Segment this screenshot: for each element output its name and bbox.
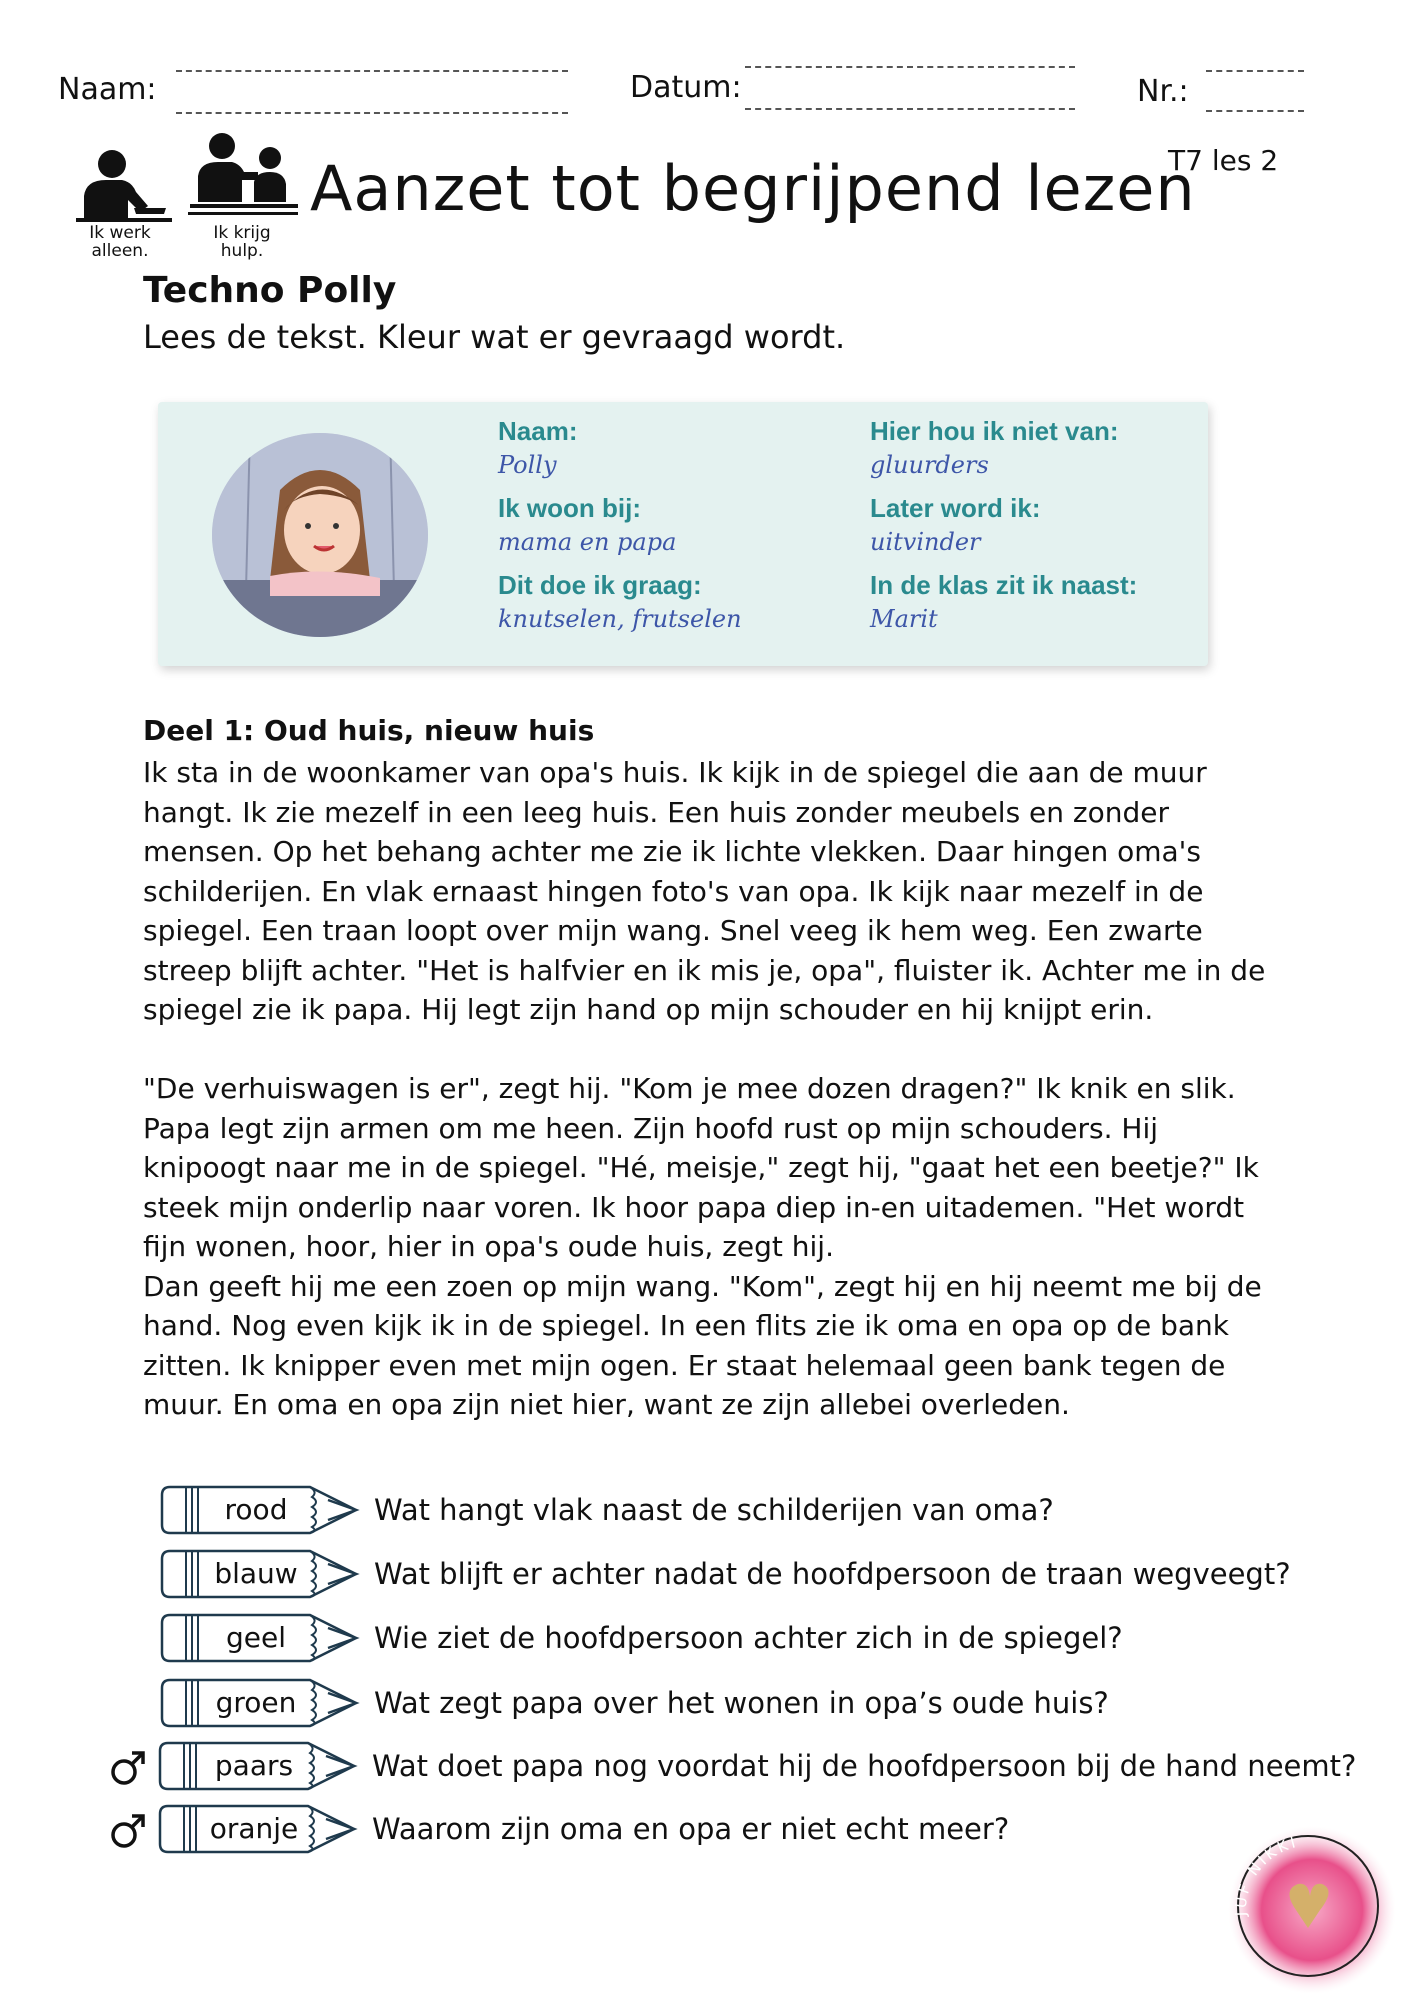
pencil-color-label: groen <box>215 1686 297 1719</box>
question-row <box>0 1612 1414 1664</box>
profile-card <box>158 402 1208 666</box>
profile-label-lives: Ik woon bij: <box>498 493 641 523</box>
pencil-color-label: oranje <box>209 1812 299 1845</box>
male-symbol-icon <box>108 1811 148 1851</box>
name-label: Naam: <box>58 72 157 107</box>
pencil-geel[interactable] <box>160 1612 360 1664</box>
level-alone-label: Ik werk alleen. <box>89 223 151 261</box>
profile-value-dislike: gluurders <box>870 451 989 479</box>
story-title: Techno Polly <box>143 270 397 311</box>
level-help-label: Ik krijg hulp. <box>213 223 271 261</box>
pencil-color-label: geel <box>225 1621 286 1654</box>
question-text: Waarom zijn oma en opa er niet echt meer? <box>372 1812 1010 1846</box>
number-line[interactable] <box>1206 110 1304 112</box>
instruction: Lees de tekst. Kleur wat er gevraagd wordt. <box>143 318 846 356</box>
question-row <box>0 1677 1414 1729</box>
question-text: Wat blijft er achter nadat de hoofdpersoon de traan wegveegt? <box>374 1557 1291 1591</box>
date-line-top <box>745 66 1075 68</box>
profile-value-name: Polly <box>498 451 557 479</box>
story-paragraph: "De verhuiswagen is er", zegt hij. "Kom je mee dozen dragen?" Ik knik en slik. Papa legt zijn armen om me heen. Zijn hoofd rust op mijn schouders. Hij knipoogt naar me in de spiegel. "Hé, meisje," zegt hij, "gaat het een beetje?" Ik steek mijn onderlip naar voren. Ik hoor papa diep in-en uitademen. "Het wordt fijn wonen, hoor, hier in opa's oude huis, zegt hij. <box>143 1072 1259 1263</box>
name-line[interactable] <box>176 112 568 114</box>
profile-label-classmate: In de klas zit ik naast: <box>870 570 1138 600</box>
pencil-oranje[interactable] <box>158 1803 358 1855</box>
pencil-groen[interactable] <box>160 1677 360 1729</box>
question-row <box>0 1548 1414 1600</box>
profile-right-column <box>870 416 1137 633</box>
story-paragraph: Ik sta in de woonkamer van opa's huis. Ik kijk in de spiegel die aan de muur hangt. Ik zie mezelf in een leeg huis. Een huis zonder meubels en zonder mensen. Op het behang achter me zie ik lichte vlekken. Daar hingen oma's schilderijen. En vlak ernaast hingen foto's van opa. Ik kijk naar mezelf in de spiegel. Een traan loopt over mijn wang. Snel veeg ik hem weg. Een zwarte streep blijft achter. "Het is halfvier en ik mis je, opa", fluister ik. Achter me in de spiegel zie ik papa. Hij legt zijn hand op mijn schouder en hij knijpt erin. <box>143 756 1266 1026</box>
profile-value-lives: mama en papa <box>498 528 677 556</box>
lesson-label: T7 les 2 <box>1168 144 1279 177</box>
date-line[interactable] <box>745 108 1075 110</box>
person-helping-icon <box>188 132 298 216</box>
profile-value-future: uitvinder <box>870 528 981 556</box>
number-label: Nr.: <box>1137 74 1189 109</box>
juf-nikki-logo <box>1212 1806 1408 1996</box>
pencil-paars[interactable] <box>158 1740 358 1792</box>
question-text: Wat hangt vlak naast de schilderijen van oma? <box>374 1493 1054 1527</box>
profile-label-future: Later word ik: <box>870 493 1041 523</box>
girl-portrait-icon <box>210 430 430 640</box>
profile-value-classmate: Marit <box>870 605 938 633</box>
pencil-rood[interactable] <box>160 1484 360 1536</box>
story-paragraph: Dan geeft hij me een zoen op mijn wang. "Kom", zegt hij en hij neemt me bij de hand. Nog even kijk ik in de spiegel. In een flits zie ik oma en opa op de bank zitten. Ik knipper even met mijn ogen. Er staat helemaal geen bank tegen de muur. En oma en opa zijn niet hier, want ze zijn allebei overleden. <box>143 1269 1262 1421</box>
male-symbol-icon <box>108 1748 148 1788</box>
profile-left-column <box>498 416 742 633</box>
number-line-top <box>1206 70 1304 72</box>
pencil-color-label: rood <box>224 1493 288 1526</box>
profile-label-name: Naam: <box>498 416 578 446</box>
page-title: Aanzet tot begrijpend lezen <box>310 152 1196 225</box>
pencil-blauw[interactable] <box>160 1548 360 1600</box>
person-writing-icon <box>76 148 172 224</box>
pencil-color-label: paars <box>214 1749 294 1782</box>
profile-label-dislike: Hier hou ik niet van: <box>870 416 1119 446</box>
question-text: Wat doet papa nog voordat hij de hoofdpersoon bij de hand neemt? <box>372 1749 1357 1783</box>
date-label: Datum: <box>630 70 742 105</box>
pencil-color-label: blauw <box>214 1557 298 1590</box>
profile-value-hobby: knutselen, frutselen <box>498 605 742 633</box>
profile-label-hobby: Dit doe ik graag: <box>498 570 702 600</box>
question-row <box>0 1803 1414 1855</box>
question-row <box>0 1484 1414 1536</box>
story-text <box>143 753 1283 1425</box>
part-title: Deel 1: Oud huis, nieuw huis <box>143 714 595 747</box>
logo-text: JUF NIKKI <box>1231 1832 1301 1917</box>
question-text: Wat zegt papa over het wonen in opa’s oude huis? <box>374 1686 1109 1720</box>
question-row <box>0 1740 1414 1792</box>
name-line-top <box>176 70 568 72</box>
question-text: Wie ziet de hoofdpersoon achter zich in de spiegel? <box>374 1621 1123 1655</box>
